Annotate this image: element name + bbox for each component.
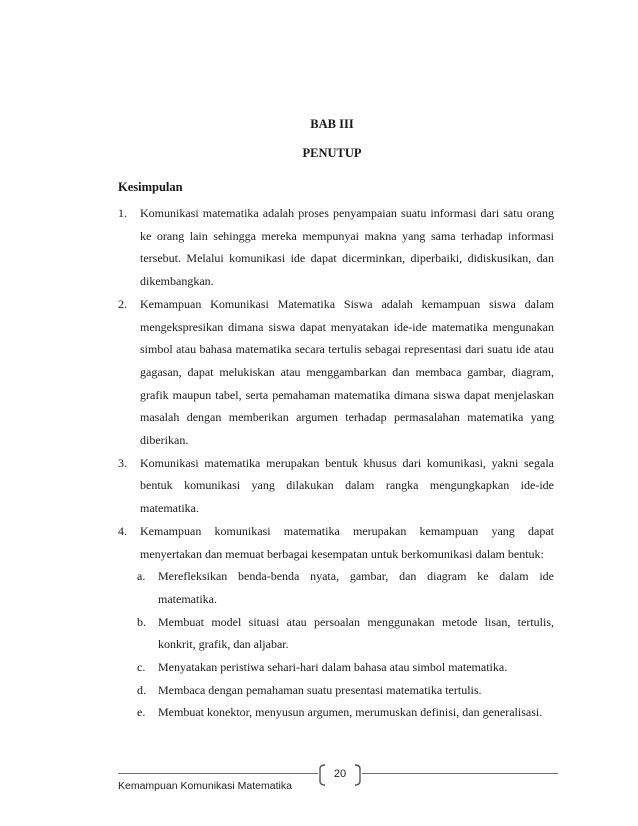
page-number: 20 (333, 768, 347, 780)
sub-item-text: Membaca dengan pemahaman suatu presentasi matematika tertulis. (158, 682, 482, 697)
page-number-box (318, 764, 362, 786)
list-item (118, 520, 554, 565)
footer-title: Kemampuan Komunikasi Matematika (118, 780, 292, 792)
conclusion-list (118, 202, 554, 724)
sub-item-text: Merefleksikan benda-benda nyata, gambar, dan diagram ke dalam ide matematika. (158, 569, 554, 606)
list-item (118, 202, 554, 293)
section-title: Kesimpulan (118, 180, 183, 194)
sub-list-item (118, 701, 554, 724)
chapter-title: PENUTUP (302, 146, 362, 160)
sub-list-item (118, 656, 554, 679)
item-number: 2. (118, 296, 127, 311)
sub-item-letter: a. (137, 569, 146, 584)
sub-item-text: Membuat konektor, menyusun argumen, merumuskan definisi, dan generalisasi. (158, 705, 543, 720)
sub-list-item (118, 679, 554, 702)
item-number: 4. (118, 523, 127, 538)
sub-item-letter: c. (137, 660, 146, 675)
item-text: Kemampuan komunikasi matematika merupakan kemampuan yang dapat menyertakan dan memuat berbagai kesempatan untuk berkomunikasi dalam bentuk: (140, 523, 554, 561)
item-number: 3. (118, 455, 127, 470)
footer-divider-right (362, 773, 558, 774)
item-number: 1. (118, 206, 127, 220)
sub-list-item (118, 565, 554, 610)
sub-item-letter: d. (137, 682, 146, 697)
chapter-number: BAB III (310, 117, 354, 131)
sub-list-item (118, 611, 554, 656)
list-item (118, 452, 554, 520)
footer-divider-left (118, 773, 318, 774)
item-text: Komunikasi matematika adalah proses penyampaian suatu informasi dari satu orang ke orang lain sehingga mereka mempunyai makna yang sama terhadap informasi tersebut. Melalui komunikasi ide dapat dicerminkan, diperbaiki, didiskusikan, dan dikembangkan. (140, 206, 554, 289)
sub-item-letter: b. (137, 614, 146, 629)
list-item (118, 293, 554, 452)
sub-item-letter: e. (137, 705, 146, 720)
item-text: Kemampuan Komunikasi Matematika Siswa adalah kemampuan siswa dalam mengekspresikan dimana siswa dapat menyatakan ide-ide matematika mengunakan simbol atau bahasa matematika secara tertulis sebagai representasi dari suatu ide atau gagasan, dapat melukiskan atau menggambarkan dan membaca gambar, diagram, grafik maupun tabel, serta pemahaman matematika dimana siswa dapat menjelaskan masalah dengan memberikan argumen terhadap permasalahan matematika yang diberikan. (140, 296, 554, 448)
sub-item-text: Menyatakan peristiwa sehari-hari dalam bahasa atau simbol matematika. (158, 660, 508, 675)
item-text: Komunikasi matematika merupakan bentuk khusus dari komunikasi, yakni segala bentuk komunikasi yang dilakukan dalam rangka mengungkapkan ide-ide matematika. (140, 455, 554, 516)
sub-item-text: Membuat model situasi atau persoalan menggunakan metode lisan, tertulis, konkrit, grafik, dan aljabar. (158, 614, 554, 652)
